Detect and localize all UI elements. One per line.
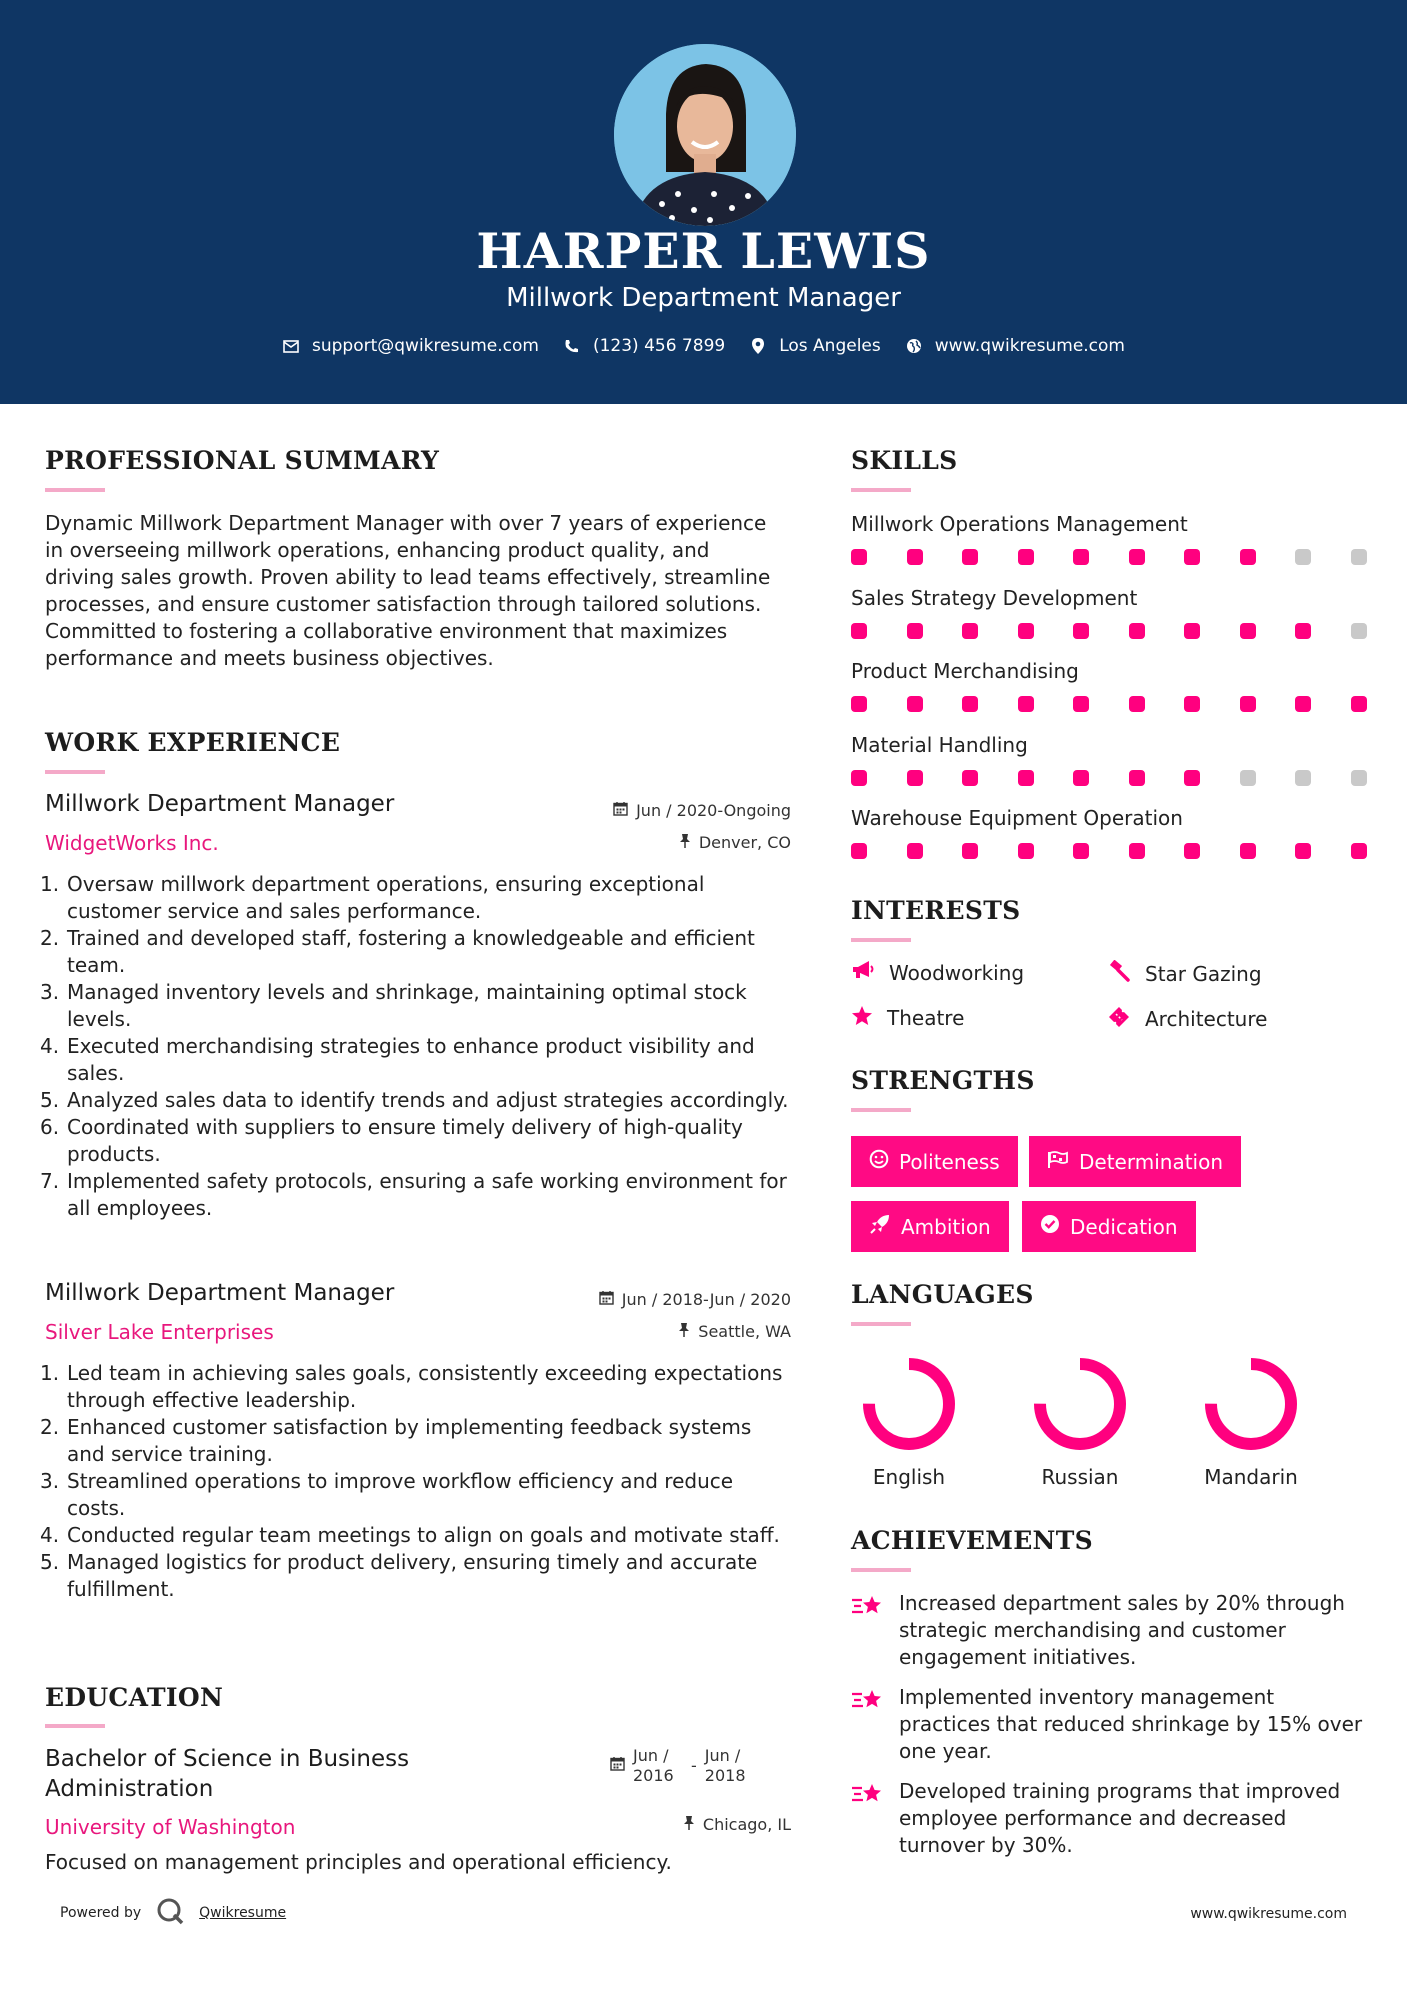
skill-dot-filled xyxy=(1295,843,1311,859)
header-banner xyxy=(0,0,1407,404)
education-dates xyxy=(610,1746,791,1786)
list-item: 1. Led team in achieving sales goals, consistently exceeding expectations through effective leadership. xyxy=(40,1361,783,1412)
skill-dot-filled xyxy=(1184,843,1200,859)
skill-dot-filled xyxy=(1018,623,1034,639)
skill-dot-filled xyxy=(1240,696,1256,712)
language-label: Mandarin xyxy=(1204,1465,1298,1489)
contact-website[interactable] xyxy=(905,336,1125,356)
pushpin-icon xyxy=(678,1322,690,1341)
skills-heading: SKILLS xyxy=(851,446,958,475)
skill-dot-filled xyxy=(1184,549,1200,565)
location-text: Los Angeles xyxy=(779,336,881,356)
list-item: 3. Streamlined operations to improve workflow efficiency and reduce costs. xyxy=(40,1469,734,1520)
smile-icon xyxy=(869,1149,889,1174)
skill-dot-empty xyxy=(1240,770,1256,786)
calendar-icon xyxy=(599,1290,614,1309)
job-title: Millwork Department Manager xyxy=(45,791,395,817)
skill-dot-filled xyxy=(907,623,923,639)
strength-chip: Politeness xyxy=(851,1136,1018,1187)
skill-dot-empty xyxy=(1351,549,1367,565)
language-level-ring xyxy=(860,1355,958,1453)
strength-chip: Ambition xyxy=(851,1201,1009,1252)
footer-powered-by xyxy=(60,1896,286,1930)
list-item: 4. Executed merchandising strategies to enhance product visibility and sales. xyxy=(40,1034,755,1085)
calendar-icon xyxy=(613,801,628,820)
contact-location xyxy=(749,336,881,356)
job-dates-text: Jun / 2018-Jun / 2020 xyxy=(621,1290,791,1309)
skill-dot-filled xyxy=(851,696,867,712)
interests-heading: INTERESTS xyxy=(851,896,1021,925)
education-location xyxy=(560,1815,791,1834)
list-item: 2. Enhanced customer satisfaction by implementing feedback systems and service training. xyxy=(40,1415,752,1466)
language-level-ring xyxy=(1202,1355,1300,1453)
interest-item: Woodworking xyxy=(851,960,1024,985)
skill-level-indicator xyxy=(851,623,1367,639)
education-location-text: Chicago, IL xyxy=(702,1815,791,1834)
strength-chip: Dedication xyxy=(1022,1201,1196,1252)
skill-dot-filled xyxy=(1073,843,1089,859)
skill-dot-filled xyxy=(1129,770,1145,786)
megaphone-icon xyxy=(851,960,875,985)
skill-dot-filled xyxy=(1018,770,1034,786)
list-item: 4. Conducted regular team meetings to align on goals and motivate staff. xyxy=(40,1523,780,1547)
flag-icon xyxy=(1047,1150,1069,1174)
shooting-star-icon xyxy=(851,1686,885,1714)
skill-dot-filled xyxy=(962,770,978,786)
star-icon xyxy=(851,1005,873,1031)
list-item: 6. Coordinated with suppliers to ensure timely delivery of high-quality products. xyxy=(40,1115,743,1166)
skill-dot-filled xyxy=(1184,696,1200,712)
skill-dot-filled xyxy=(1184,770,1200,786)
strengths-heading-underline xyxy=(851,1108,911,1112)
footer-website[interactable]: www.qwikresume.com xyxy=(1190,1906,1347,1922)
skill-name: Sales Strategy Development xyxy=(851,585,1138,610)
language-level-ring xyxy=(1031,1355,1129,1453)
skill-dot-empty xyxy=(1295,549,1311,565)
skill-dot-filled xyxy=(1129,623,1145,639)
skill-dot-filled xyxy=(962,843,978,859)
job-dates-text: Jun / 2020-Ongoing xyxy=(636,801,791,820)
skill-dot-filled xyxy=(1240,843,1256,859)
skill-dot-filled xyxy=(1351,696,1367,712)
education-heading: EDUCATION xyxy=(45,1683,224,1712)
shooting-star-icon xyxy=(851,1780,885,1808)
calendar-icon xyxy=(610,1756,625,1775)
experience-heading: WORK EXPERIENCE xyxy=(45,728,341,757)
job-dates xyxy=(540,1290,791,1309)
powered-by-label: Powered by xyxy=(60,1905,142,1921)
envelope-icon xyxy=(282,337,300,355)
education-note: Focused on management principles and operational efficiency. xyxy=(45,1850,672,1874)
strength-chip: Determination xyxy=(1029,1136,1241,1187)
list-item: 5. Managed logistics for product delivery, ensuring timely and accurate fulfillment. xyxy=(40,1550,758,1601)
summary-heading-underline xyxy=(45,488,105,492)
education-start: Jun / 2016 xyxy=(633,1746,674,1785)
languages-heading-underline xyxy=(851,1322,911,1326)
skill-dot-filled xyxy=(1073,623,1089,639)
job-title: Millwork Department Manager xyxy=(45,1280,395,1306)
skill-dot-filled xyxy=(962,623,978,639)
job-location xyxy=(560,833,791,852)
skill-dot-filled xyxy=(907,770,923,786)
skill-dot-filled xyxy=(962,549,978,565)
degree-title: Bachelor of Science in Business Administration xyxy=(45,1746,410,1802)
contact-phone[interactable] xyxy=(563,336,725,356)
skill-dot-filled xyxy=(851,623,867,639)
skill-dot-filled xyxy=(1073,696,1089,712)
interest-item: Theatre xyxy=(851,1005,964,1031)
skill-dot-filled xyxy=(1184,623,1200,639)
summary-heading: PROFESSIONAL SUMMARY xyxy=(45,446,440,475)
globe-icon xyxy=(905,337,923,355)
skill-dot-filled xyxy=(1295,623,1311,639)
education-heading-underline xyxy=(45,1724,105,1728)
job-location-text: Seattle, WA xyxy=(698,1322,791,1341)
skill-dot-filled xyxy=(1240,549,1256,565)
school-name[interactable]: University of Washington xyxy=(45,1815,296,1839)
list-item: 7. Implemented safety protocols, ensuring a safe working environment for all employees. xyxy=(40,1169,787,1220)
qwikresume-logo-icon xyxy=(155,1896,185,1930)
skill-dot-filled xyxy=(1351,843,1367,859)
skill-dot-filled xyxy=(1129,549,1145,565)
skill-dot-filled xyxy=(962,696,978,712)
contact-bar xyxy=(0,336,1407,356)
candidate-title: Millwork Department Manager xyxy=(506,283,901,313)
avatar xyxy=(614,44,796,226)
list-item: 5. Analyzed sales data to identify trends and adjust strategies accordingly. xyxy=(40,1088,789,1112)
job-dates xyxy=(560,801,791,820)
pushpin-icon xyxy=(679,833,691,852)
skill-dot-filled xyxy=(907,696,923,712)
skill-dot-filled xyxy=(851,770,867,786)
job-location xyxy=(560,1322,791,1341)
shooting-star-icon xyxy=(851,1592,885,1620)
job-responsibilities xyxy=(40,1360,790,1603)
interest-item: Star Gazing xyxy=(1107,960,1262,987)
languages-heading: LANGUAGES xyxy=(851,1280,1034,1309)
summary-text: Dynamic Millwork Department Manager with over 7 years of experience in overseeing millwork operations, enhancing product quality, and driving sales growth. Proven ability to lead teams effectively, streamline processes, and ensure customer satisfaction through tailored solutions. Committed to fostering a collaborative environment that maximizes performance and meets business objectives. xyxy=(45,511,771,670)
achievement-item: Increased department sales by 20% through strategic merchandising and customer engagement initiatives. xyxy=(851,1590,1371,1671)
skill-name: Warehouse Equipment Operation xyxy=(851,806,1183,830)
education-date-dash: - xyxy=(691,1756,697,1775)
skill-dot-filled xyxy=(1295,696,1311,712)
skill-dot-filled xyxy=(1240,623,1256,639)
skill-dot-filled xyxy=(1129,696,1145,712)
job-responsibilities xyxy=(40,871,790,1222)
achievements-heading: ACHIEVEMENTS xyxy=(851,1526,1093,1555)
interests-heading-underline xyxy=(851,938,911,942)
brand-link[interactable]: Qwikresume xyxy=(199,1905,287,1921)
job-company[interactable]: WidgetWorks Inc. xyxy=(45,831,219,855)
ticket-icon xyxy=(1107,1005,1131,1032)
list-item: 1. Oversaw millwork department operations, ensuring exceptional customer service and sales performance. xyxy=(40,872,705,923)
skill-dot-filled xyxy=(851,843,867,859)
skill-name: Material Handling xyxy=(851,732,1028,757)
skill-dot-filled xyxy=(1018,843,1034,859)
email-text: support@qwikresume.com xyxy=(312,336,539,356)
list-item: 2. Trained and developed staff, fostering a knowledgeable and efficient team. xyxy=(40,926,755,977)
skill-dot-filled xyxy=(1018,696,1034,712)
job-company[interactable]: Silver Lake Enterprises xyxy=(45,1320,274,1344)
skill-name: Millwork Operations Management xyxy=(851,512,1188,536)
pushpin-icon xyxy=(683,1815,695,1834)
skill-name: Product Merchandising xyxy=(851,659,1079,683)
candidate-name: HARPER LEWIS xyxy=(476,222,931,280)
phone-icon xyxy=(563,337,581,355)
skill-dot-filled xyxy=(1073,770,1089,786)
gavel-icon xyxy=(1107,960,1131,987)
achievement-item: Developed training programs that improved employee performance and decreased turnover by 30%. xyxy=(851,1778,1371,1859)
skill-dot-filled xyxy=(907,549,923,565)
interest-item: Architecture xyxy=(1107,1005,1267,1032)
skill-dot-empty xyxy=(1351,770,1367,786)
language-label: Russian xyxy=(1041,1465,1119,1489)
contact-email[interactable] xyxy=(282,336,539,356)
skill-level-indicator xyxy=(851,770,1367,786)
skill-dot-filled xyxy=(1073,549,1089,565)
skills-heading-underline xyxy=(851,488,911,492)
skill-level-indicator xyxy=(851,549,1367,565)
education-end: Jun / 2018 xyxy=(704,1746,746,1785)
achievements-heading-underline xyxy=(851,1568,911,1572)
skill-dot-filled xyxy=(1018,549,1034,565)
skill-dot-filled xyxy=(851,549,867,565)
phone-text: (123) 456 7899 xyxy=(592,336,726,356)
rocket-icon xyxy=(869,1213,891,1240)
language-label: English xyxy=(872,1465,946,1489)
website-text: www.qwikresume.com xyxy=(934,336,1125,356)
skill-level-indicator xyxy=(851,843,1367,859)
check-circle-icon xyxy=(1040,1214,1060,1239)
map-pin-icon xyxy=(749,337,767,355)
experience-heading-underline xyxy=(45,770,105,774)
skill-dot-empty xyxy=(1351,623,1367,639)
job-location-text: Denver, CO xyxy=(698,833,791,852)
list-item: 3. Managed inventory levels and shrinkage, maintaining optimal stock levels. xyxy=(40,980,747,1031)
skill-dot-filled xyxy=(1129,843,1145,859)
skill-level-indicator xyxy=(851,696,1367,712)
skill-dot-empty xyxy=(1295,770,1311,786)
strengths-heading: STRENGTHS xyxy=(851,1066,1035,1095)
skill-dot-filled xyxy=(907,843,923,859)
achievement-item: Implemented inventory management practices that reduced shrinkage by 15% over one year. xyxy=(851,1684,1371,1765)
